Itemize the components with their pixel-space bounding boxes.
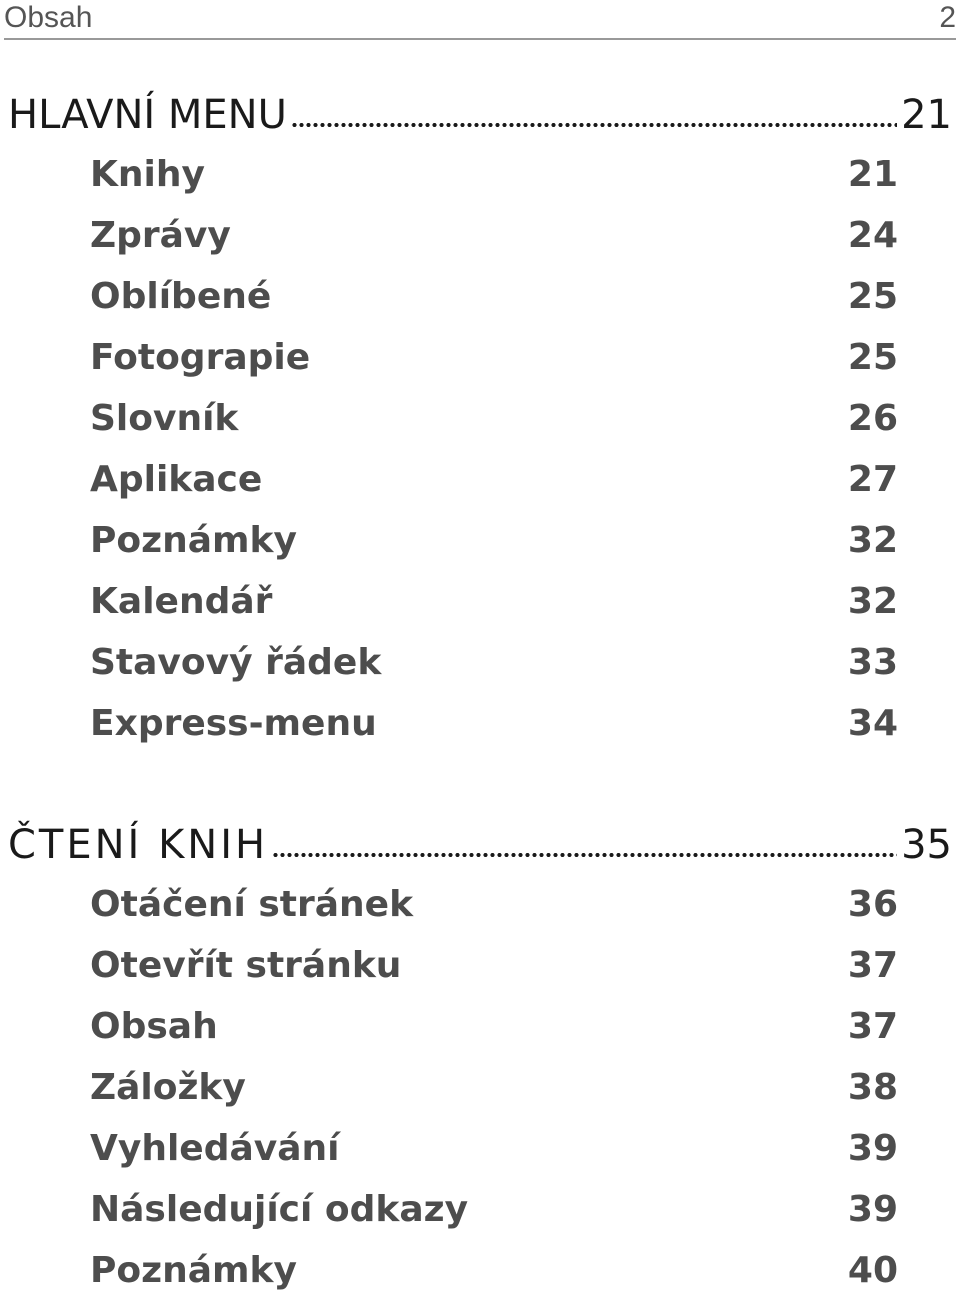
toc-entry-page: 37 (847, 1006, 898, 1047)
toc-section-heading[interactable] (8, 816, 952, 874)
toc-entry-page: 32 (847, 581, 898, 622)
toc-entry-page: 25 (847, 337, 898, 378)
toc-entry-page: 37 (847, 945, 898, 986)
toc-entry-label: Stavový řádek (90, 642, 382, 683)
toc-entry-label: Aplikace (90, 459, 263, 500)
dot-leader (291, 122, 897, 128)
toc-entry-page: 39 (847, 1189, 898, 1230)
toc-section-reading-books (0, 816, 960, 1301)
toc-entry-page: 34 (847, 703, 898, 744)
toc-entry-page: 40 (847, 1250, 898, 1291)
toc-entry-page: 27 (847, 459, 898, 500)
toc-entry-list (0, 144, 960, 754)
toc-entry-label: Následující odkazy (90, 1189, 469, 1230)
toc-entry-page: 26 (847, 398, 898, 439)
toc-entry[interactable] (90, 874, 898, 935)
toc-entry-label: Express-menu (90, 703, 377, 744)
toc-entry[interactable] (90, 1240, 898, 1301)
toc-entry[interactable] (90, 266, 898, 327)
section-heading-page: 21 (901, 92, 952, 138)
toc-entry-page: 39 (847, 1128, 898, 1169)
toc-entry[interactable] (90, 935, 898, 996)
toc-entry-page: 25 (847, 276, 898, 317)
toc-entry[interactable] (90, 1179, 898, 1240)
dot-leader (272, 852, 897, 858)
toc-entry-label: Poznámky (90, 520, 297, 561)
toc-entry-label: Knihy (90, 154, 205, 195)
section-heading-page: 35 (901, 822, 952, 868)
toc-entry-list (0, 874, 960, 1301)
toc-entry-label: Otevřít stránku (90, 945, 402, 986)
header-page-number: 2 (939, 1, 956, 34)
toc-entry-label: Slovník (90, 398, 239, 439)
toc-entry-page: 21 (847, 154, 898, 195)
toc-entry-label: Záložky (90, 1067, 246, 1108)
toc-entry[interactable] (90, 693, 898, 754)
toc-entry[interactable] (90, 632, 898, 693)
toc-entry-label: Otáčení stránek (90, 884, 414, 925)
section-heading-text: HLAVNÍ MENU (8, 92, 287, 138)
toc-entry-page: 33 (847, 642, 898, 683)
toc-section-main-menu (0, 86, 960, 754)
toc-entry-label: Obsah (90, 1006, 218, 1047)
toc-entry-label: Poznámky (90, 1250, 297, 1291)
toc-entry[interactable] (90, 388, 898, 449)
toc-section-heading[interactable] (8, 86, 952, 144)
toc-entry[interactable] (90, 1057, 898, 1118)
toc-entry-label: Oblíbené (90, 276, 272, 317)
toc-entry-page: 32 (847, 520, 898, 561)
toc-entry[interactable] (90, 571, 898, 632)
toc-entry[interactable] (90, 144, 898, 205)
toc-entry-page: 38 (847, 1067, 898, 1108)
toc-entry-page: 24 (847, 215, 898, 256)
section-heading-text: ČTENÍ KNIH (8, 822, 269, 868)
header-title: Obsah (4, 1, 93, 34)
toc-entry-label: Vyhledávání (90, 1128, 340, 1169)
toc-entry-label: Kalendář (90, 581, 273, 622)
toc-entry-page: 36 (847, 884, 898, 925)
running-header (4, 0, 956, 40)
toc-entry[interactable] (90, 205, 898, 266)
toc-entry[interactable] (90, 1118, 898, 1179)
toc-entry[interactable] (90, 449, 898, 510)
toc-entry[interactable] (90, 327, 898, 388)
toc-entry-label: Fotograpie (90, 337, 311, 378)
toc-entry[interactable] (90, 996, 898, 1057)
toc-entry[interactable] (90, 510, 898, 571)
toc-entry-label: Zprávy (90, 215, 231, 256)
